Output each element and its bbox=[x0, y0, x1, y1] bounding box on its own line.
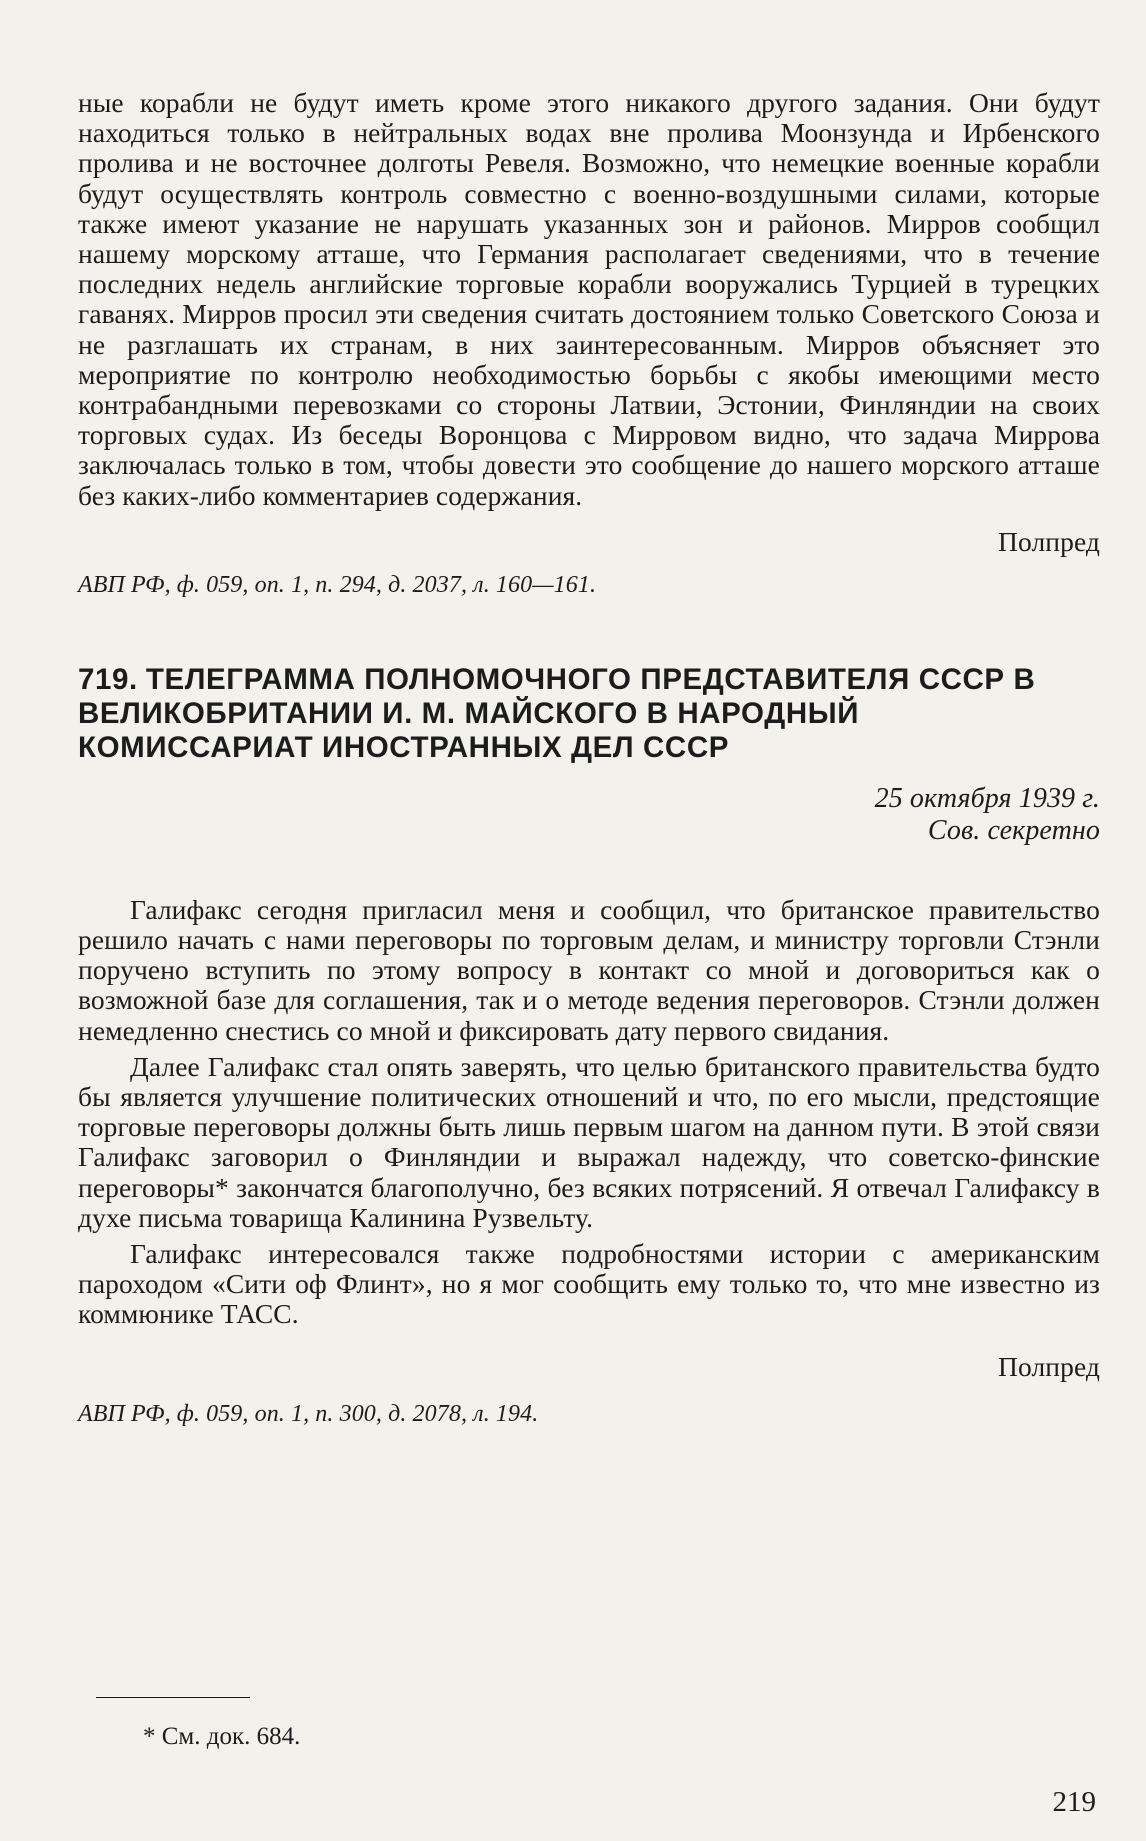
doc-classification: Сов. секретно bbox=[927, 814, 1100, 846]
page-number: 219 bbox=[1052, 1786, 1096, 1818]
prev-doc-paragraph: ные корабли не будут иметь кроме этого никакого другого задания. Они будут находиться только в нейтральных водах вне пролива Моонзунда и Ирбенского пролива и не восточнее долготы Ревеля. Возможно, что немецкие военные корабли будут осуществлять контроль совместно с военно-воздушными силами, которые также имеют указание не нарушать указанных зон и районов. Мирров сообщил нашему морскому атташе, что Германия располагает сведениями, что в течение последних недель английские торговые корабли вооружались Турцией в турецких гаванях. Мирров просил эти сведения считать достоянием только Советского Союза и не разглашать их странам, в них заинтересованным. Мирров объясняет это мероприятие по контролю необходимостью борьбы с якобы имеющими место контрабандными перевозками со стороны Латвии, Эстонии, Финляндии на своих торговых судах. Из беседы Воронцова с Мирровом видно, что задача Миррова заключалась только в том, чтобы довести это сообщение до нашего морского атташе без каких-либо комментариев содержания. bbox=[78, 87, 1100, 511]
doc-date: 25 октября 1939 г. bbox=[874, 782, 1100, 814]
footnote: * См. док. 684. bbox=[143, 1723, 301, 1750]
doc-paragraph: Галифакс интересовался также подробностями истории с американским пароходом «Сити оф Флинт», но я мог сообщить ему только то, что мне известно из коммюнике ТАСС. bbox=[78, 1238, 1100, 1330]
doc-heading bbox=[78, 663, 1100, 765]
footnote-divider bbox=[96, 1697, 250, 1698]
page-body bbox=[78, 88, 1100, 1428]
prev-doc-signature: Полпред bbox=[998, 525, 1100, 557]
doc-number: 719. bbox=[78, 662, 138, 696]
prev-doc-source: АВП РФ, ф. 059, оп. 1, п. 294, д. 2037, л. 160—161. bbox=[78, 571, 597, 598]
doc-signature: Полпред bbox=[998, 1350, 1100, 1382]
doc-paragraph: Галифакс сегодня пригласил меня и сообщил, что британское правительство решило начать с нами переговоры по торговым делам, и министру торговли Стэнли поручено вступить по этому вопросу в контакт со мной и договориться как о возможной базе для соглашения, так и о методе ведения переговоров. Стэнли должен немедленно снестись со мной и фиксировать дату первого свидания. bbox=[78, 893, 1100, 1046]
doc-paragraph: Далее Галифакс стал опять заверять, что целью британского правительства будто бы является улучшение политических отношений и что, по его мысли, предстоящие торговые переговоры должны быть лишь первым шагом на данном пути. В этой связи Галифакс заговорил о Финляндии и выражал надежду, что советско-финские переговоры* закончатся благополучно, без всяких потрясений. Я отвечал Галифаксу в духе письма товарища Калинина Рузвельту. bbox=[78, 1050, 1100, 1233]
doc-title: ТЕЛЕГРАММА ПОЛНОМОЧНОГО ПРЕДСТАВИТЕЛЯ СССР В ВЕЛИКОБРИТАНИИ И. М. МАЙСКОГО В НАРОДНЫЙ КОМИССАРИАТ ИНОСТРАННЫХ ДЕЛ СССР bbox=[78, 662, 1036, 764]
doc-source: АВП РФ, ф. 059, оп. 1, п. 300, д. 2078, л. 194. bbox=[78, 1400, 539, 1427]
